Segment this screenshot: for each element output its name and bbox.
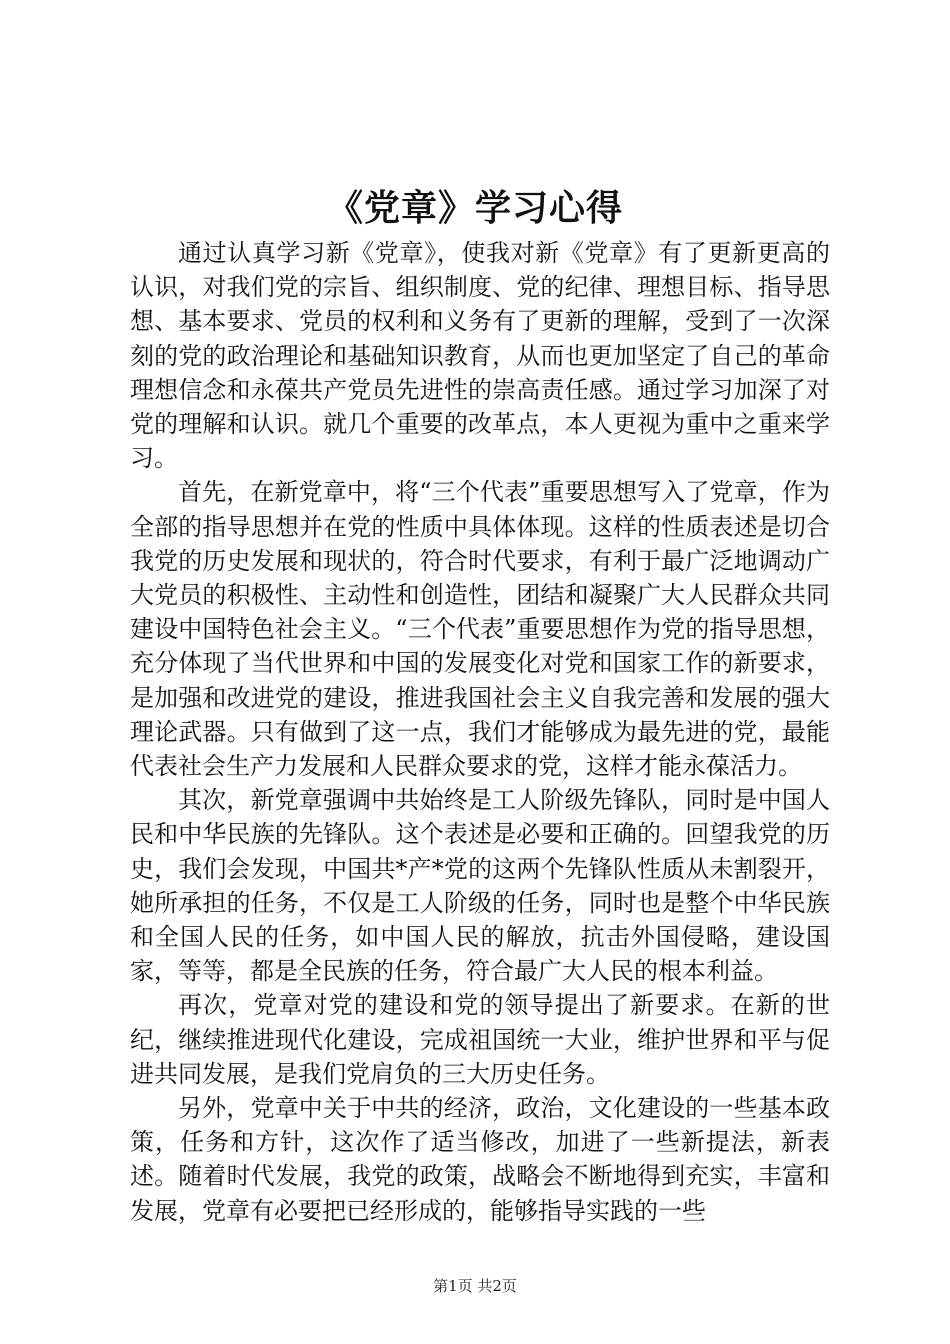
document-title: 《党章》学习心得 xyxy=(326,187,623,229)
paragraph-2: 首先，在新党章中，将“三个代表”重要思想写入了党章，作为全部的指导思想并在党的性质中具体体现。这样的性质表述是切合我党的历史发展和现状的，符合时代要求，有利于最广泛地调动广大党员的积极性、主动性和创造性，团结和凝聚广大人民群众共同建设中国特色社会主义。“三个代表”重要思想作为党的指导思想，充分体现了当代世界和中国的发展变化对党和国家工作的新要求，是加强和改进党的建设，推进我国社会主义自我完善和发展的强大理论武器。只有做到了这一点，我们才能够成为最先进的党，最能代表社会生产力发展和人民群众要求的党，这样才能永葆活力。 xyxy=(130,478,830,781)
page-footer: 第1页 共2页 xyxy=(433,1277,517,1295)
document-body xyxy=(130,236,830,1228)
paragraph-4: 再次，党章对党的建设和党的领导提出了新要求。在新的世纪，继续推进现代化建设，完成祖国统一大业，维护世界和平与促进共同发展，是我们党肩负的三大历史任务。 xyxy=(130,991,830,1088)
paragraph-5: 另外，党章中关于中共的经济，政治，文化建设的一些基本政策，任务和方针，这次作了适当修改，加进了一些新提法，新表述。随着时代发展，我党的政策，战略会不断地得到充实，丰富和发展，党章有必要把已经形成的，能够指导实践的一些 xyxy=(130,1094,830,1225)
paragraph-3: 其次，新党章强调中共始终是工人阶级先锋队，同时是中国人民和中华民族的先锋队。这个表述是必要和正确的。回望我党的历史，我们会发现，中国共*产*党的这两个先锋队性质从未割裂开，她所承担的任务，不仅是工人阶级的任务，同时也是整个中华民族和全国人民的任务，如中国人民的解放，抗击外国侵略，建设国家，等等，都是全民族的任务，符合最广大人民的根本利益。 xyxy=(130,786,830,986)
paragraph-1: 通过认真学习新《党章》，使我对新《党章》有了更新更高的认识，对我们党的宗旨、组织制度、党的纪律、理想目标、指导思想、基本要求、党员的权利和义务有了更新的理解，受到了一次深刻的党的政治理论和基础知识教育，从而也更加坚定了自己的革命理想信念和永葆共产党员先进性的崇高责任感。通过学习加深了对党的理解和认识。就几个重要的改革点，本人更视为重中之重来学习。 xyxy=(130,239,830,473)
